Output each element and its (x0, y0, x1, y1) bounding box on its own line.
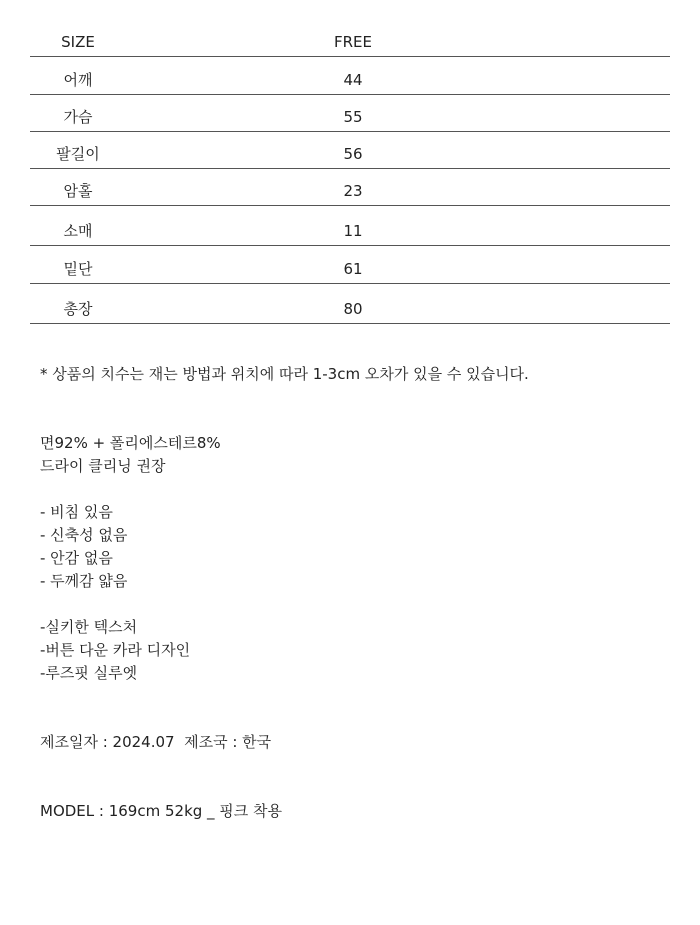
row-value: 44 (343, 71, 363, 89)
feature-item: - 신축성 없음 (40, 526, 128, 544)
material-text: 면92% + 폴리에스테르8% (40, 434, 221, 452)
detail-item: -루즈핏 실루엣 (40, 664, 138, 682)
row-label: 팔길이 (56, 145, 100, 163)
detail-item: -버튼 다운 카라 디자인 (40, 641, 191, 659)
spacer (40, 685, 680, 708)
spacer (40, 593, 680, 616)
care-text: 드라이 클리닝 권장 (40, 457, 166, 475)
detail-item: -실키한 텍스처 (40, 618, 138, 636)
feature-item: - 두께감 얇음 (40, 572, 128, 590)
header-free-label: FREE (333, 33, 373, 51)
table-row (30, 169, 670, 206)
row-value: 80 (343, 300, 363, 318)
row-label: 가슴 (63, 108, 93, 126)
table-row (30, 132, 670, 169)
row-value: 11 (343, 222, 363, 240)
product-notes (40, 363, 680, 823)
row-value: 61 (343, 260, 363, 278)
spacer (40, 777, 680, 800)
table-row (30, 95, 670, 132)
table-row (30, 246, 670, 284)
feature-item: - 비침 있음 (40, 503, 113, 521)
row-value: 56 (343, 145, 363, 163)
spacer (40, 708, 680, 731)
table-row (30, 206, 670, 246)
model-info: MODEL : 169cm 52kg _ 핑크 착용 (40, 802, 283, 820)
row-label: 암홀 (63, 182, 93, 200)
header-size-label: SIZE (61, 33, 95, 51)
spacer (40, 409, 680, 432)
row-label: 밑단 (63, 260, 93, 278)
size-table-header (30, 30, 670, 57)
table-row (30, 57, 670, 95)
table-row (30, 284, 670, 324)
spacer (40, 386, 680, 409)
row-value: 55 (343, 108, 363, 126)
spacer (40, 478, 680, 501)
row-label: 총장 (63, 300, 93, 318)
row-label: 소매 (63, 222, 93, 240)
row-value: 23 (343, 182, 363, 200)
row-label: 어깨 (63, 71, 93, 89)
manufacture-info: 제조일자 : 2024.07 제조국 : 한국 (40, 733, 272, 751)
measurement-note: * 상품의 치수는 재는 방법과 위치에 따라 1-3cm 오차가 있을 수 있습니다. (40, 365, 529, 383)
size-table (30, 30, 670, 324)
spacer (40, 754, 680, 777)
feature-item: - 안감 없음 (40, 549, 113, 567)
